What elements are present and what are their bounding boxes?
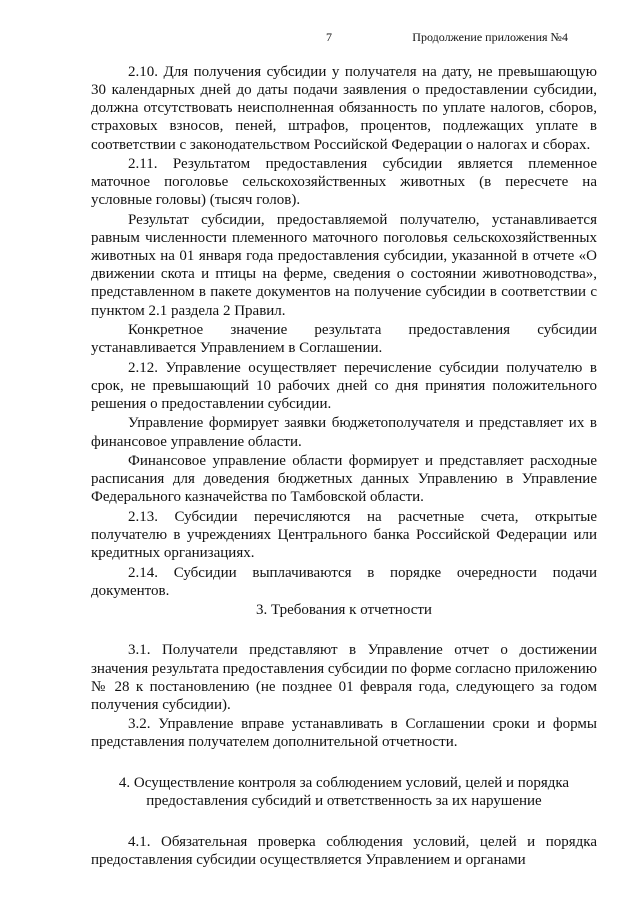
- paragraph-2-12: 2.12. Управление осуществляет перечисление субсидии получателю в срок, не превышающий 10 рабочих дней со дня принятия положительного решения о предоставлении субсидии.: [91, 359, 597, 412]
- paragraph-2-10: 2.10. Для получения субсидии у получателя на дату, не превышающую 30 календарных дней до даты подачи заявления о предоставлении субсидии, должна отсутствовать неисполненная обязанность по уплате налогов, сборов, страховых взносов, пеней, штрафов, процентов, подлежащих уплате в соответствии с законодательством Российской Федерации о налогах и сборах.: [91, 64, 597, 153]
- section-4-heading-line-1: 4. Осуществление контроля за соблюдением условий, целей и порядка: [118, 774, 570, 791]
- paragraph-2-12-finance: Финансовое управление области формирует и представляет расходные расписания для доведения бюджетных данных Управлению в Управление Федерального казначейства по Тамбовской области.: [91, 453, 597, 506]
- paragraph-4-1: 4.1. Обязательная проверка соблюдения условий, целей и порядка предоставления субсидии осуществляется Управлением и органами: [91, 833, 597, 869]
- paragraph-2-12-requests: Управление формирует заявки бюджетополучателя и представляет их в финансовое управление области.: [91, 415, 597, 450]
- paragraph-3-1: 3.1. Получатели представляют в Управление отчет о достижении значения результата предоставления субсидии по форме согласно приложению № 28 к постановлению (не позднее 01 февраля года, следующего за годом получения субсидии).: [91, 642, 597, 713]
- paragraph-2-13: 2.13. Субсидии перечисляются на расчетные счета, открытые получателю в учреждениях Центрального банка Российской Федерации или кредитных организациях.: [91, 508, 597, 562]
- page-header: [0, 30, 640, 48]
- page-number: 7: [326, 30, 332, 44]
- section-4-heading: [91, 774, 597, 810]
- document-body: [91, 63, 597, 871]
- paragraph-2-11-value: Конкретное значение результата предоставления субсидии устанавливается Управлением в Соглашении.: [91, 322, 597, 357]
- paragraph-2-14: 2.14. Субсидии выплачиваются в порядке очередности подачи документов.: [91, 564, 597, 599]
- appendix-continuation-note: Продолжение приложения №4: [412, 30, 568, 44]
- section-4-heading-line-2: предоставления субсидий и ответственность за их нарушение: [146, 792, 542, 809]
- paragraph-2-11-result: Результат субсидии, предоставляемой получателю, устанавливается равным численности племенного маточного поголовья сельскохозяйственных животных на 01 января года предоставления субсидии, указанной в отчете «О движении скота и птицы на ферме, сведения о состоянии животноводства», представленном в пакете документов на получение субсидии в соответствии с пунктом 2.1 раздела 2 Правил.: [91, 211, 597, 319]
- paragraph-2-11: 2.11. Результатом предоставления субсидии является племенное маточное поголовье сельскохозяйственных животных (в пересчете на условные головы) (тысяч голов).: [91, 156, 597, 209]
- paragraph-3-2: 3.2. Управление вправе устанавливать в Соглашении сроки и формы представления получателем дополнительной отчетности.: [91, 716, 597, 751]
- section-3-heading: 3. Требования к отчетности: [256, 602, 432, 619]
